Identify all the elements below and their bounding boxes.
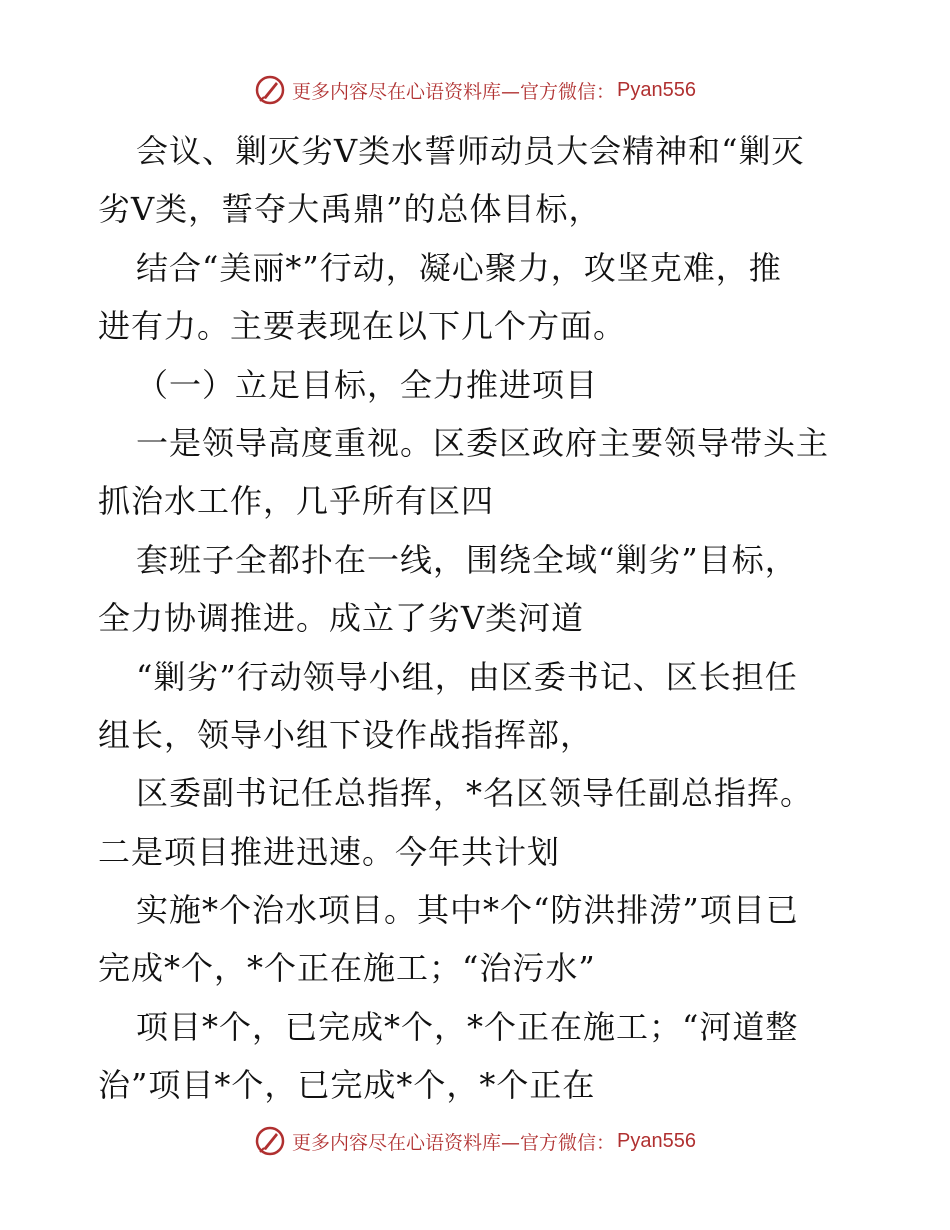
text-line: 一是领导高度重视。区委区政府主要领导带头主	[136, 423, 830, 462]
watermark-account: Pyan556	[617, 1129, 696, 1152]
text-line: 项目*个，已完成*个，*个正在施工；“河道整	[136, 1007, 799, 1046]
watermark-account: Pyan556	[617, 78, 696, 101]
watermark-banner-bottom	[0, 1121, 950, 1161]
quill-logo-icon	[254, 74, 286, 106]
text-line: 进有力。主要表现在以下几个方面。	[98, 307, 627, 346]
text-line: 实施*个治水项目。其中*个“防洪排涝”项目已	[136, 891, 799, 930]
text-line: 完成*个，*个正在施工；“治污水”	[98, 949, 596, 988]
text-line: 结合“美丽*”行动，凝心聚力，攻坚克难，推	[136, 248, 782, 287]
watermark-banner-top	[0, 70, 950, 110]
text-line: “剿劣”行动领导小组，由区委书记、区长担任	[136, 657, 798, 696]
document-body	[98, 122, 858, 1115]
text-line: 二是项目推进迅速。今年共计划	[98, 832, 561, 871]
text-line: 抓治水工作，几乎所有区四	[98, 482, 495, 521]
text-line: 全力协调推进。成立了劣Ⅴ类河道	[98, 599, 585, 638]
text-line: 会议、剿灭劣Ⅴ类水誓师动员大会精神和“剿灭	[136, 132, 805, 170]
text-line: 劣Ⅴ类，誓夺大禹鼎”的总体目标，	[98, 190, 602, 229]
section-heading: （一）立足目标，全力推进项目	[136, 365, 599, 404]
quill-logo-icon	[254, 1125, 286, 1157]
text-line: 治”项目*个，已完成*个，*个正在	[98, 1066, 596, 1105]
text-line: 组长，领导小组下设作战指挥部，	[98, 715, 594, 754]
watermark-text: 更多内容尽在心语资料库—官方微信：	[292, 1131, 616, 1154]
text-line: 区委副书记任总指挥，*名区领导任副总指挥。	[136, 774, 814, 813]
text-line: 套班子全都扑在一线，围绕全域“剿劣”目标，	[136, 540, 798, 579]
watermark-text: 更多内容尽在心语资料库—官方微信：	[292, 80, 616, 103]
